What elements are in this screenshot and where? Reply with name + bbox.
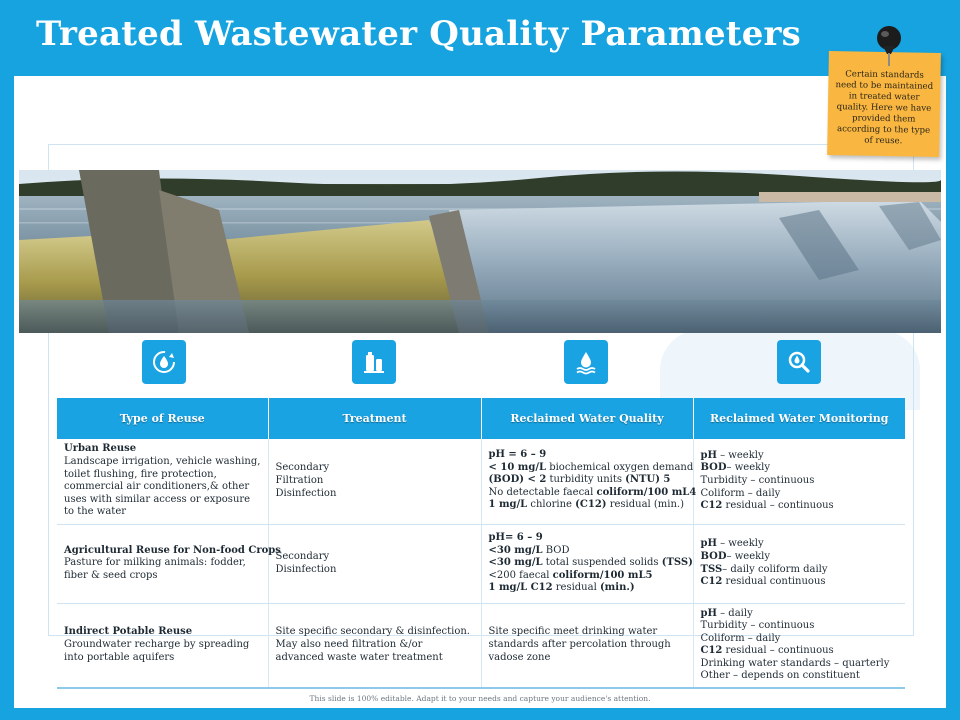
monitoring-cell xyxy=(693,524,905,603)
quality-line xyxy=(488,557,693,570)
quality-bold: (min.) xyxy=(599,582,635,594)
monitoring-text: – weekly xyxy=(726,462,771,474)
monitoring-text: Turbidity – continuous xyxy=(700,474,815,486)
quality-line xyxy=(488,461,694,475)
monitoring-text: Coliform – daily xyxy=(700,632,781,644)
quality-text: total suspended solids xyxy=(542,557,662,569)
quality-bold: (TSS) xyxy=(661,557,693,569)
monitoring-line xyxy=(701,462,899,475)
quality-bold: coliform/100 mL5 xyxy=(552,569,653,581)
page-title: Treated Wastewater Quality Parameters xyxy=(36,14,801,54)
reuse-cell xyxy=(57,439,268,524)
quality-line xyxy=(489,449,686,462)
monitoring-line xyxy=(701,645,899,658)
reuse-cell xyxy=(57,603,268,688)
quality-line xyxy=(488,486,697,500)
treatment-text: Site specific secondary & disinfection. May also need filtration &/or advanced waste water treatment xyxy=(275,626,470,663)
reuse-title: Agricultural Reuse for Non-food Crops xyxy=(64,544,281,556)
monitoring-bold: C12 xyxy=(700,645,723,657)
quality-line xyxy=(489,582,686,595)
quality-text: No detectable faecal xyxy=(488,486,597,498)
treatment-line: Disinfection xyxy=(275,563,337,575)
monitoring-text: – daily xyxy=(716,607,753,619)
monitoring-line xyxy=(701,488,899,501)
treatment-cell xyxy=(268,439,481,524)
reuse-table xyxy=(57,398,905,689)
quality-text: turbidity units xyxy=(546,474,626,486)
table-row xyxy=(57,524,905,603)
treatment-cell xyxy=(268,524,481,603)
monitoring-cell xyxy=(693,603,905,688)
quality-text: residual (min.) xyxy=(606,499,685,511)
treatment-cell xyxy=(268,603,481,688)
magnifier-drop-icon xyxy=(777,340,821,384)
table-header-row xyxy=(57,398,905,439)
quality-text: <200 faecal xyxy=(488,569,553,581)
reuse-description: Groundwater recharge by spreading into portable aquifers xyxy=(64,638,250,663)
quality-bold: < 10 mg/L xyxy=(488,461,547,473)
monitoring-bold: pH xyxy=(700,607,717,619)
dam-photo-graphic xyxy=(19,170,941,333)
monitoring-bold: TSS xyxy=(700,563,723,575)
treatment-line: Filtration xyxy=(275,474,324,486)
monitoring-bold: pH xyxy=(700,449,717,461)
monitoring-line xyxy=(701,475,899,488)
monitoring-line xyxy=(701,658,899,671)
quality-line xyxy=(489,474,686,487)
push-pin-icon xyxy=(873,24,907,68)
quality-bold: coliform/100 mL4 xyxy=(596,486,697,498)
quality-text: BOD xyxy=(542,544,570,556)
reuse-title: Indirect Potable Reuse xyxy=(64,626,193,638)
dam-photo xyxy=(19,170,941,333)
quality-bold: (C12) xyxy=(575,499,607,511)
quality-cell xyxy=(481,524,693,603)
quality-cell xyxy=(481,439,697,524)
monitoring-line xyxy=(701,633,899,646)
monitoring-line xyxy=(701,551,899,564)
quality-line xyxy=(489,570,686,583)
quality-bold: (NTU) 5 xyxy=(625,474,671,486)
header-treatment: Treatment xyxy=(268,398,481,439)
monitoring-cell xyxy=(693,439,905,524)
monitoring-bold: C12 xyxy=(700,576,723,588)
quality-bold: <30 mg/L xyxy=(488,557,543,569)
footer-note: This slide is 100% editable. Adapt it to your needs and capture your audience's attention. xyxy=(309,694,651,703)
quality-bold: 1 mg/L C12 xyxy=(488,582,553,594)
quality-line xyxy=(489,545,686,558)
monitoring-text: Other – depends on constituent xyxy=(700,670,860,682)
quality-bold: pH= 6 – 9 xyxy=(488,532,543,544)
quality-bold: pH = 6 – 9 xyxy=(488,449,547,460)
quality-bold: (BOD) < 2 xyxy=(488,474,547,486)
reuse-description: Landscape irrigation, vehicle washing, toilet flushing, fire protection, commercial air conditioners,& other uses with similar access or exposure to the water xyxy=(64,456,261,518)
monitoring-text: residual continuous xyxy=(722,576,826,588)
monitoring-line xyxy=(701,564,899,577)
water-recycle-icon xyxy=(142,340,186,384)
header-type-of-reuse: Type of Reuse xyxy=(57,398,268,439)
monitoring-text: – weekly xyxy=(716,449,764,461)
monitoring-text: – daily coliform daily xyxy=(722,563,828,575)
monitoring-bold: BOD xyxy=(700,462,727,474)
quality-bold: 1 mg/L xyxy=(488,499,528,511)
quality-text: biochemical oxygen demand xyxy=(546,461,694,473)
treatment-line: Disinfection xyxy=(275,487,337,499)
monitoring-line xyxy=(701,450,899,463)
filtration-tank-icon xyxy=(352,340,396,384)
treatment-line: Secondary xyxy=(275,462,330,474)
table-row xyxy=(57,439,905,524)
sticky-note-text: Certain standards need to be maintained in treated water quality. Here we have provided them according to the type of reuse. xyxy=(835,69,934,147)
monitoring-text: – weekly xyxy=(716,538,764,550)
reuse-cell xyxy=(57,524,281,603)
quality-cell xyxy=(481,603,693,688)
monitoring-line xyxy=(701,576,899,589)
monitoring-line xyxy=(701,620,899,633)
quality-bold: <30 mg/L xyxy=(488,544,543,556)
monitoring-text: residual – continuous xyxy=(722,645,834,657)
monitoring-line xyxy=(701,670,899,683)
quality-line xyxy=(489,532,686,545)
monitoring-line xyxy=(701,500,899,513)
table-row xyxy=(57,603,905,688)
reuse-description: Pasture for milking animals: fodder, fiber & seed crops xyxy=(64,557,246,581)
monitoring-text: Turbidity – continuous xyxy=(700,620,815,632)
monitoring-bold: pH xyxy=(700,538,717,550)
reuse-title: Urban Reuse xyxy=(64,443,137,455)
monitoring-bold: C12 xyxy=(700,500,723,512)
monitoring-text: Coliform – daily xyxy=(700,487,781,499)
header-reclaimed-water-quality: Reclaimed Water Quality xyxy=(481,398,693,439)
treatment-line: Secondary xyxy=(275,550,330,562)
monitoring-line xyxy=(701,538,899,551)
water-drop-level-icon xyxy=(564,340,608,384)
quality-line xyxy=(489,499,686,512)
quality-text: chlorine xyxy=(527,499,576,511)
monitoring-text: Drinking water standards – quarterly xyxy=(700,657,890,669)
header-reclaimed-water-monitoring: Reclaimed Water Monitoring xyxy=(693,398,905,439)
monitoring-line xyxy=(701,608,899,621)
monitoring-bold: BOD xyxy=(700,550,727,562)
quality-text: residual xyxy=(552,582,600,594)
quality-text: Site specific meet drinking water standards after percolation through vadose zone xyxy=(488,626,671,663)
monitoring-text: residual – continuous xyxy=(722,500,834,512)
monitoring-text: – weekly xyxy=(726,550,771,562)
